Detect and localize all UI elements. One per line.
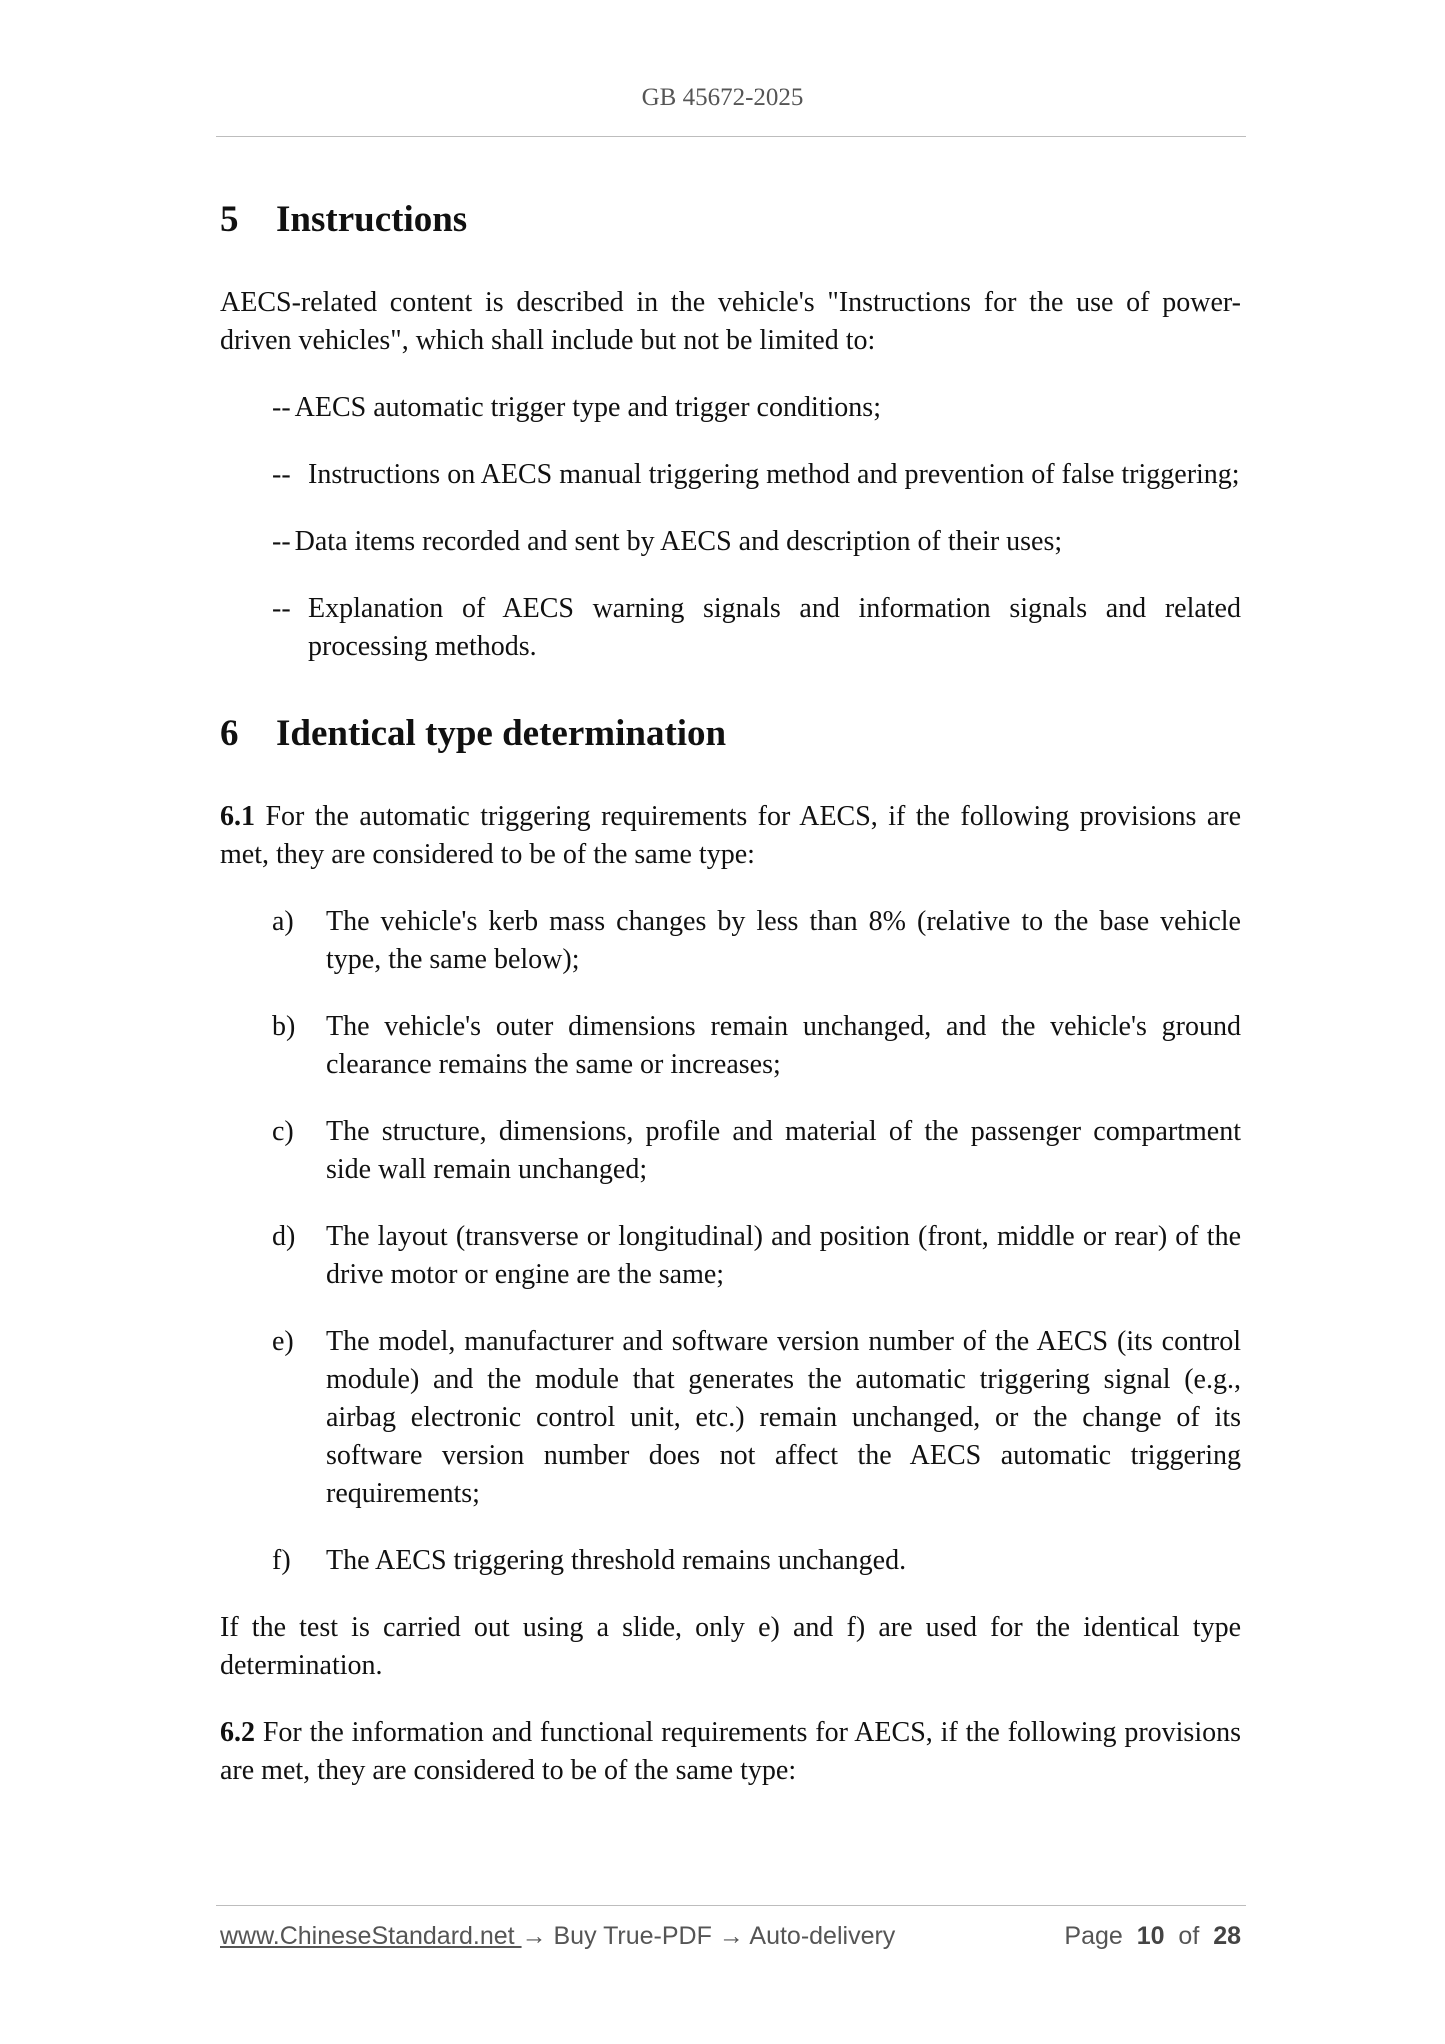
list-item-text: Instructions on AECS manual triggering method and prevention of false triggering; — [308, 459, 1240, 490]
page-number: 10 — [1136, 1922, 1165, 1950]
arrow-right-icon: → — [521, 1922, 547, 1950]
clause-6-1-number: 6.1 — [220, 801, 255, 832]
list-item-text: The model, manufacturer and software version number of the AECS (its control module) and the module that generates the automatic triggering signal (e.g., airbag electronic control unit, etc.) remain unchanged, or the change of its software version number does not affect the AECS automatic triggering requirements; — [326, 1326, 1241, 1509]
clause-6-2-text: For the information and functional requirements for AECS, if the following provisions are met, they are considered to be of the same type: — [220, 1717, 1242, 1786]
list-item — [272, 903, 1241, 979]
section-5-list — [220, 389, 1241, 666]
site-link[interactable]: www.ChineseStandard.net — [220, 1922, 522, 1950]
section-5-intro: AECS-related content is described in the vehicle's "Instructions for the use of power-driven vehicles", which shall include but not be limited to: — [220, 287, 1241, 356]
section-5-title: Instructions — [276, 199, 468, 240]
list-dash: -- — [272, 593, 291, 624]
list-label: d) — [272, 1221, 296, 1252]
list-label: c) — [272, 1116, 294, 1147]
list-item — [272, 1323, 1241, 1513]
list-item — [272, 590, 1241, 666]
list-label: b) — [272, 1011, 296, 1042]
list-dash: -- — [272, 392, 291, 423]
list-item-text: Explanation of AECS warning signals and information signals and related processing methods. — [308, 593, 1241, 662]
list-dash: -- — [272, 526, 291, 557]
list-item — [272, 1008, 1241, 1084]
list-item-text: The vehicle's kerb mass changes by less than 8% (relative to the base vehicle type, the same below); — [326, 906, 1241, 975]
page-indicator — [1064, 1922, 1241, 1951]
list-label: a) — [272, 906, 294, 937]
header-title: GB 45672-2025 — [641, 84, 804, 111]
page-word: Page — [1064, 1922, 1123, 1950]
list-item-text: The vehicle's outer dimensions remain unchanged, and the vehicle's ground clearance remains the same or increases; — [326, 1011, 1241, 1080]
arrow-right-icon: → — [718, 1922, 744, 1950]
clause-6-1-text: For the automatic triggering requirements for AECS, if the following provisions are met, they are considered to be of the same type: — [220, 801, 1242, 870]
list-item-text: The structure, dimensions, profile and material of the passenger compartment side wall remain unchanged; — [326, 1116, 1241, 1185]
list-dash: -- — [272, 459, 291, 490]
section-5-number: 5 — [220, 199, 239, 240]
section-5-heading — [220, 196, 1241, 244]
footer-rule — [216, 1905, 1246, 1906]
list-item-text: Data items recorded and sent by AECS and description of their uses; — [294, 526, 1063, 557]
list-item — [272, 456, 1241, 494]
clause-6-2-number: 6.2 — [220, 1717, 255, 1748]
list-item — [272, 523, 1241, 561]
section-6-heading — [220, 710, 1241, 758]
clause-6-1 — [220, 798, 1241, 874]
buy-label: Buy True-PDF — [546, 1922, 719, 1950]
total-pages: 28 — [1213, 1922, 1241, 1950]
section-6-title: Identical type determination — [276, 713, 727, 754]
page-content — [220, 196, 1241, 1819]
section-6-number: 6 — [220, 713, 239, 754]
list-item-text: AECS automatic trigger type and trigger conditions; — [294, 392, 881, 423]
list-item — [272, 1542, 1241, 1580]
clause-6-2 — [220, 1714, 1241, 1790]
header-rule — [216, 136, 1246, 137]
of-word: of — [1178, 1922, 1200, 1950]
list-item-text: The AECS triggering threshold remains unchanged. — [326, 1545, 907, 1576]
list-label: e) — [272, 1326, 294, 1357]
list-label: f) — [272, 1545, 291, 1576]
list-item — [272, 1218, 1241, 1294]
list-item-text: The layout (transverse or longitudinal) and position (front, middle or rear) of the drive motor or engine are the same; — [326, 1221, 1241, 1290]
section-6-list — [220, 903, 1241, 1580]
footer-left — [220, 1922, 895, 1950]
list-item — [272, 389, 1241, 427]
delivery-label: Auto-delivery — [743, 1922, 896, 1950]
list-item — [272, 1113, 1241, 1189]
footer — [220, 1922, 1241, 1956]
slide-note: If the test is carried out using a slide, only e) and f) are used for the identical type determination. — [220, 1612, 1241, 1681]
